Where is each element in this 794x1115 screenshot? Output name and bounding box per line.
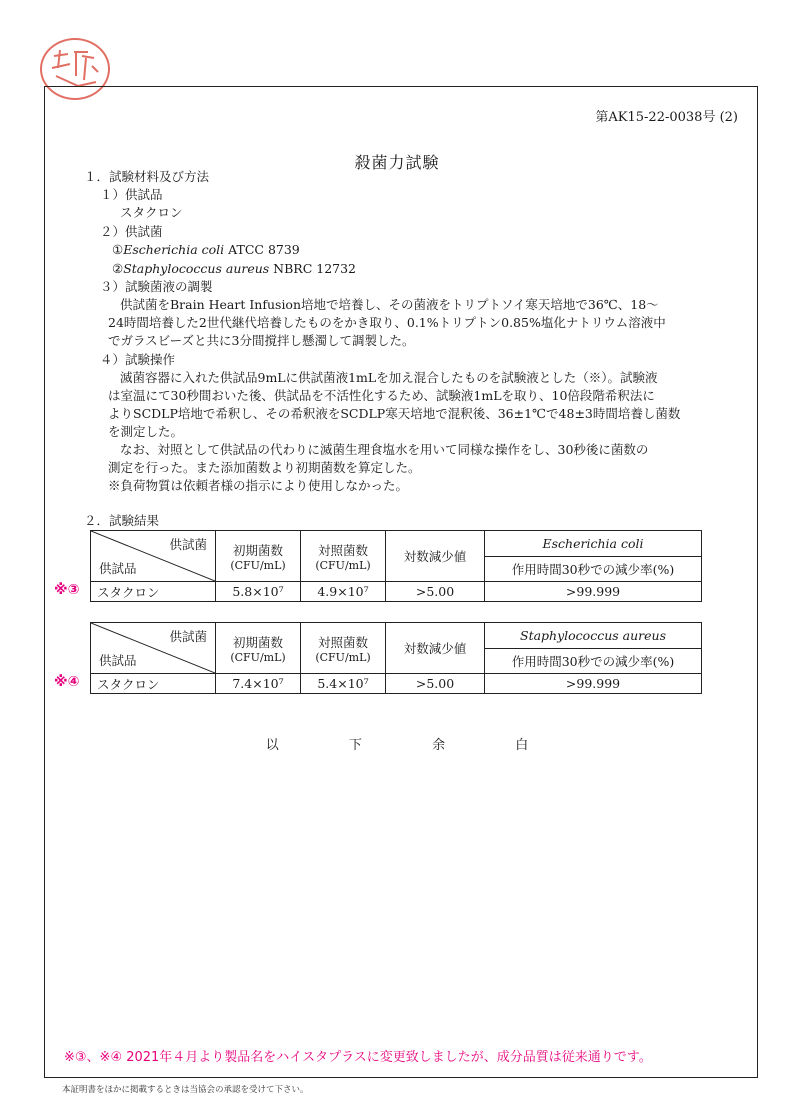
preparation-heading: ３）試験菌液の調製 (100, 279, 213, 294)
page-title: 殺菌力試験 (354, 153, 440, 172)
organism-1-number: ① (112, 242, 124, 257)
organism-1-name: Escherichia coli (123, 242, 225, 257)
organism-2-name: Staphylococcus aureus (123, 261, 270, 276)
table-row (91, 674, 702, 694)
cell-rate: >99.999 (485, 582, 702, 602)
header-initial-count (216, 531, 301, 582)
remainder-char: 下 (348, 738, 362, 753)
header-initial-count (216, 623, 301, 674)
preparation-line-3: でガラスビーズと共に3分間撹拌し懸濁して調製した。 (108, 333, 415, 348)
annotation-mark-4: ※④ (54, 674, 80, 690)
product-rename-note: ※③、※④ 2021年４月より製品名をハイスタプラスに変更致しましたが、成分品質は従来通りです。 (64, 1050, 652, 1065)
table-row (91, 582, 702, 602)
header-control-count (301, 531, 386, 582)
header-control-unit: (CFU/mL) (315, 650, 371, 664)
procedure-line-6: 測定を行った。また添加菌数より初期菌数を算定した。 (108, 460, 421, 475)
section1-heading: １．試験材料及び方法 (84, 169, 210, 184)
cell-initial: 5.8×10⁷ (216, 582, 301, 602)
corner-organism-label: 供試菌 (169, 537, 207, 552)
organism-2-number: ② (112, 261, 124, 276)
header-organism: Escherichia coli (485, 531, 702, 557)
preparation-line-1: 供試菌をBrain Heart Infusion培地で培養し、その菌液をトリプトソイ寒天培地で36℃、18～ (120, 297, 659, 312)
procedure-line-4: を測定した。 (108, 424, 184, 439)
preparation-line-2: 24時間培養した2世代継代培養したものをかき取り、0.1%トリプトン0.85%塩化ナトリウム溶液中 (108, 315, 666, 330)
sample-name: スタクロン (120, 205, 183, 220)
header-initial-unit: (CFU/mL) (230, 558, 286, 572)
cell-control: 5.4×10⁷ (301, 674, 386, 694)
remainder-char: 以 (265, 738, 279, 753)
corner-sample-label: 供試品 (99, 653, 137, 668)
corner-sample-label: 供試品 (99, 561, 137, 576)
header-initial-unit: (CFU/mL) (230, 650, 286, 664)
cell-rate: >99.999 (485, 674, 702, 694)
procedure-line-3: よりSCDLP培地で希釈し、その希釈液をSCDLP寒天培地で混釈後、36±1℃で48±3時間培養し菌数 (108, 406, 681, 421)
procedure-line-1: 滅菌容器に入れた供試品9mLに供試菌液1mLを加え混合したものを試験液とした（※）。試験液 (120, 370, 658, 385)
procedure-line-7: ※負荷物質は依頼者様の指示により使用しなかった。 (108, 478, 409, 493)
header-control-count (301, 623, 386, 674)
remainder-char: 余 (432, 738, 446, 753)
header-initial-label: 初期菌数 (232, 542, 283, 558)
header-control-unit: (CFU/mL) (315, 558, 371, 572)
procedure-heading: ４）試験操作 (100, 352, 176, 367)
organism-heading: ２）供試菌 (100, 224, 163, 239)
cell-control: 4.9×10⁷ (301, 582, 386, 602)
document-number: 第AK15-22-0038号 (2) (595, 110, 738, 125)
header-log-reduction: 対数減少値 (386, 531, 485, 582)
cell-initial: 7.4×10⁷ (216, 674, 301, 694)
results-table-saureus (90, 622, 702, 694)
cell-sample: スタクロン (91, 582, 216, 602)
sample-heading: １）供試品 (100, 187, 163, 202)
header-log-reduction: 対数減少値 (386, 623, 485, 674)
table-corner-cell (91, 623, 216, 674)
annotation-mark-3: ※③ (54, 582, 80, 598)
header-control-label: 対照菌数 (317, 634, 368, 650)
header-initial-label: 初期菌数 (232, 634, 283, 650)
footer-notice: 本証明書をほかに掲載するときは当協会の承認を受けて下さい。 (62, 1085, 309, 1095)
remainder-char: 白 (515, 738, 529, 753)
corner-organism-label: 供試菌 (169, 629, 207, 644)
cell-log-reduction: >5.00 (386, 674, 485, 694)
procedure-line-5: なお、対照として供試品の代わりに滅菌生理食塩水を用いて同様な操作をし、30秒後に菌数の (120, 442, 649, 457)
end-of-text-mark (0, 734, 794, 753)
header-control-label: 対照菌数 (317, 542, 368, 558)
cell-log-reduction: >5.00 (386, 582, 485, 602)
cell-sample: スタクロン (91, 674, 216, 694)
organism-2 (112, 260, 356, 278)
organism-1-strain: ATCC 8739 (224, 242, 300, 257)
procedure-line-2: は室温にて30秒間おいた後、供試品を不活性化するため、試験液1mLを取り、10倍段階希釈法に (108, 388, 655, 403)
organism-1 (112, 241, 300, 259)
table-corner-cell (91, 531, 216, 582)
section2-heading: ２．試験結果 (84, 513, 160, 528)
organism-2-strain: NBRC 12732 (269, 261, 357, 276)
header-organism: Staphylococcus aureus (485, 623, 702, 649)
header-reduction-rate: 作用時間30秒での減少率(%) (485, 648, 702, 674)
results-table-ecoli (90, 530, 702, 602)
header-reduction-rate: 作用時間30秒での減少率(%) (485, 556, 702, 582)
